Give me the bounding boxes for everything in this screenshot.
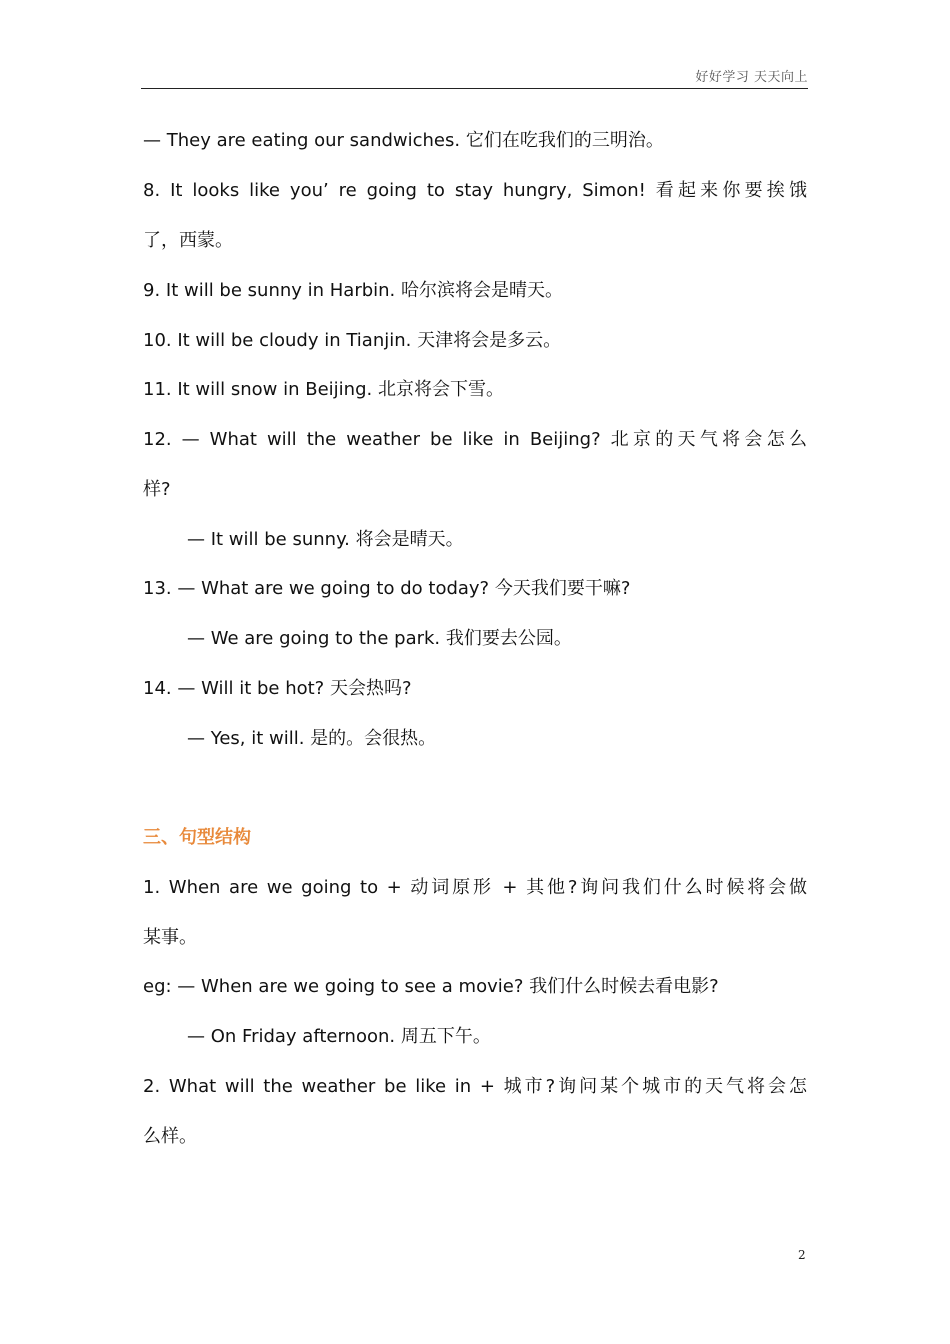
sentence-line: 14. — Will it be hot? 天会热吗? bbox=[143, 678, 412, 699]
sentence-line: 10. It will be cloudy in Tianjin. 天津将会是多云。 bbox=[143, 330, 562, 351]
dialogue-reply: — It will be sunny. 将会是晴天。 bbox=[187, 529, 464, 550]
example-reply: — On Friday afternoon. 周五下午。 bbox=[187, 1026, 491, 1047]
example-line: eg: — When are we going to see a movie? 我们什么时候去看电影? bbox=[143, 976, 719, 997]
dialogue-reply: — Yes, it will. 是的。会很热。 bbox=[187, 728, 437, 749]
structure-line: 2. What will the weather be like in + 城市?询问某个城市的天气将会怎 bbox=[143, 1076, 807, 1097]
section-heading: 三、句型结构 bbox=[143, 827, 251, 848]
dialogue-line: — They are eating our sandwiches. 它们在吃我们的三明治。 bbox=[143, 130, 664, 151]
structure-line-continued: 某事。 bbox=[143, 927, 197, 948]
header-divider bbox=[141, 88, 808, 89]
sentence-line: 12. — What will the weather be like in Beijing? 北京的天气将会怎么 bbox=[143, 429, 807, 450]
sentence-line: 13. — What are we going to do today? 今天我们要干嘛? bbox=[143, 578, 631, 599]
sentence-line-continued: 样? bbox=[143, 479, 171, 500]
dialogue-reply: — We are going to the park. 我们要去公园。 bbox=[187, 628, 572, 649]
sentence-line: 11. It will snow in Beijing. 北京将会下雪。 bbox=[143, 379, 504, 400]
sentence-line: 8. It looks like you’ re going to stay hungry, Simon! 看起来你要挨饿 bbox=[143, 180, 807, 201]
sentence-line-continued: 了，西蒙。 bbox=[143, 230, 233, 251]
structure-line-continued: 么样。 bbox=[143, 1126, 197, 1147]
structure-line: 1. When are we going to + 动词原形 + 其他?询问我们什么时候将会做 bbox=[143, 877, 807, 898]
page-header-motto: 好好学习 天天向上 bbox=[695, 70, 808, 85]
sentence-line: 9. It will be sunny in Harbin. 哈尔滨将会是晴天。 bbox=[143, 280, 564, 301]
page-number: 2 bbox=[798, 1248, 806, 1262]
